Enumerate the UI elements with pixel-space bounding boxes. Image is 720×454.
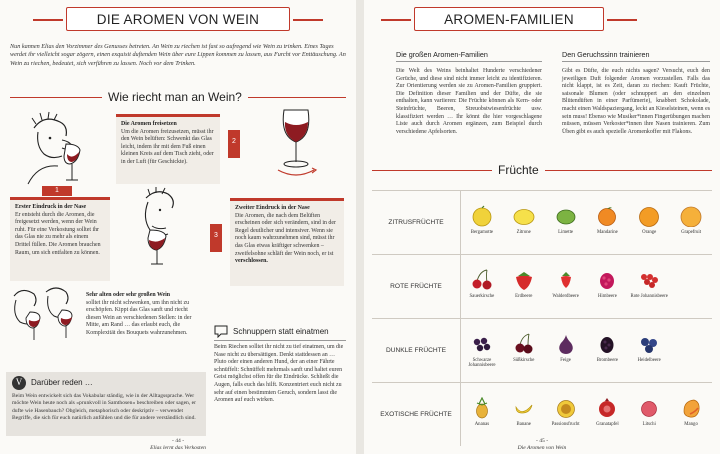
section-heading [10,90,346,104]
box-first-text: Er entsteht durch die Aromen, die freigesetzt werden, wenn der Wein ruht. Für eine Verkostung solltet ihr das Glas nie zu mehr als einem Drittel füllen. Die Aromen brauchen Raum, um sich entfalten zu können. [15,211,101,256]
grapefruit-icon [680,205,702,227]
box-aromen-text: Um die Aromen freizusetzen, müsst ihr den Wein belüften: Schwenkt das Glas leicht, indem ihr mit dem Fuß einen kleinen Kreis auf dem Tisch zieht, oder in der Luft (für Geschickte). [121,128,214,165]
fruit-cell [545,319,587,382]
right-page [364,0,720,454]
fruit-label: Sauerkirsche [469,293,495,299]
mango-icon [680,397,702,419]
lime-icon [555,205,577,227]
row-cells [460,383,712,446]
fruit-label: Banane [516,421,531,427]
fruit-row-red [372,254,712,318]
left-page-number: - 44 - [171,438,185,444]
fruit-label: Zitrone [516,229,531,235]
fruit-cell [503,383,545,446]
fig-icon [555,333,577,355]
blueberry-icon [638,333,660,355]
fruit-label: Mango [684,421,698,427]
section-heading-text: Wie riecht man an Wein? [108,90,242,104]
fruit-label: Grapefruit [681,229,702,235]
schnuppern-text: Beim Riechen solltet ihr nicht zu tief einatmen, um die Nase nicht zu übersättigen. Denkt stattdessen an … Pluto oder einen anderen Hund, der an einer Fährte schnüffelt: Schnüffelt mehrmals sanft und haltet euren Geist möglichst offen für die Eindrücke. Schließt die Augen, falls euch das hilft. Konzentriert euch nicht zu sehr auf einen bestimmten Geruch, sondern lasst die Aromen auf euch wirken. [214,344,344,404]
intro-text: Nun kannen Elias den Vorzimmer des Genusses betreten. An Wein zu riechen ist fast so aufregend wie Wein zu trinken. Eines Tages werdet ihr vielleicht sogar zögern, einen exquisit duftenden Wein über eure Lippen kommen zu lassen, aus Furcht vor Enttäuschung. An Wein zu riechen, bedeutet, sich verführen zu lassen. Noch vor dem Trinken. [10,43,346,67]
mandarin-icon [596,205,618,227]
blackberry-icon [596,333,618,355]
col2-text: Gibt es Düfte, die euch nichts sagen? Versucht, euch den jeweiligen Duft folgender Aromen vorzustellen. Falls das nicht klappt, ist es Zeit, daran zu riechen: Kauft Früchte, saisonale Blumen (oder schnuppert an den einzelnen Blütendüften in einer Parfümerie), knabbert Schokolade, macht einen Waldspaziergang, leckt an Kieselsteinen, wenn es sein muss! Ebenso wie Musiker*innen Fingerübungen machen müssen, müssen Verkoster*innen ihre Nasen trainieren. Zum Üben gibt es auch spezielle Aromenkoffer mit Flakons. [562,68,710,135]
fruit-label: Heidelbeere [637,357,661,363]
row-label: ZITRUSFRÜCHTE [388,218,444,226]
vocabulary-badge-icon: V [12,376,26,390]
left-page [0,0,356,454]
fruit-cell [461,255,503,318]
fruit-cell [503,191,545,254]
fruit-row-dark [372,318,712,382]
row-label: DUNKLE FRÜCHTE [385,346,447,354]
fruit-label: Granatapfel [596,421,619,427]
man-sniffing-illustration [14,106,104,186]
col2-heading: Den Geruchssinn trainieren [562,50,710,62]
speech-bubble-icon [214,324,228,338]
raspberry-icon [596,269,618,291]
left-footer [0,438,356,452]
darueber-reden-text: Beim Wein entwickelt sich das Vokabular ständig, wie in der Alltagssprache. Wer möchte Wein heute noch als «prunkvoll in Samthosen» beschreiben oder sagen, er dufte wie Hasenbauch? Obgleich, metaphorisch oder deskriptiv – verwendet Begriffe, die sich für euch natürlich anfühlen und die für andere verständlich sind. [12,393,196,422]
left-page-title: DIE AROMEN VON WEIN [96,11,260,27]
left-title-banner [66,7,290,31]
fruit-cell [670,383,712,446]
schnuppern-sidebar [214,324,346,405]
lychee-icon [638,397,660,419]
fruit-cell [461,319,503,382]
fruit-label: Ananas [474,421,490,427]
fruit-label: Himbeere [597,293,617,299]
fruit-label: Rote Johannisbeere [630,293,668,299]
fruit-label: Litschi [642,421,656,427]
fruit-cell [586,319,628,382]
swirling-glass-illustration [268,104,324,176]
third-text-block [86,292,204,338]
fruit-label: Süßkirsche [513,357,535,363]
fruit-label: Bergamotte [470,229,494,235]
left-running-title: Elias lernt das Verkosten [150,445,206,451]
box-aromen-freisetzen [116,114,220,184]
fruit-row-exotic [372,382,712,446]
heading-rule-right [248,97,346,98]
fruit-label: Erdbeere [515,293,533,299]
fruit-cell [503,319,545,382]
fruit-cell [545,191,587,254]
step-tag-two: 2 [228,130,240,158]
step-tag-one: 1 [42,186,72,196]
fruit-cell [461,191,503,254]
bergamot-icon [471,205,493,227]
box-first-title: Erster Eindruck in der Nase [15,204,87,210]
darueber-reden-title: Darüber reden … [31,378,93,388]
redcurrant-icon [638,269,660,291]
fruit-cell [628,191,670,254]
third-text: solltet ihr nicht schwenken, um ihn nicht zu erschöpfen. Kippt das Glas sanft und riecht diesen Wein an verschiedenen Stellen: in der Mitte, am Rand … das erlaubt euch, die Komplexität des Bouquets wahrzunehmen. [86,299,192,336]
fruit-row-citrus [372,190,712,254]
right-title-banner [414,7,604,31]
fruits-rule-right [545,170,712,171]
right-page-number: - 45 - [535,438,549,444]
darueber-reden-box [6,372,206,436]
right-page-title: AROMEN-FAMILIEN [444,11,574,27]
fruit-cell [628,255,670,318]
fruit-cell [503,255,545,318]
two-men-sniffing-illustration [6,282,82,350]
box-second-text: Die Aromen, die nach dem Belüften erscheinen oder sich verändern, sind in der Regel deutlicher und intensiver. Wenn sie noch kaum wahrzunehmen sind, müsst ihr das Glas etwas kräftiger schwenken – zweifelsohne schläft der Wein noch, er ist [235,212,336,257]
fruits-rule-left [372,170,492,171]
fruit-cell [461,383,503,446]
fruit-cell [670,255,712,318]
fruit-label: Mandarine [597,229,618,235]
row-cells [460,255,712,318]
fruit-cell [545,255,587,318]
fruit-grid [372,190,712,446]
strawberry-icon [513,269,535,291]
darueber-reden-head [12,376,200,390]
schnuppern-title: Schnuppern statt einatmen [233,326,329,336]
box-second-title: Zweiter Eindruck in der Nase [235,205,310,211]
col1-text: Die Welt des Weins beinhaltet Hunderte verschiedener Gerüche, und diese sind nicht immer leicht zu identifizieren. Zur Orientierung werden sie zu Aromen-Familien gruppiert. Die Definition dieser Familien und der Düfte, die sie enthalten, kann variieren: Die Früchte können als Kern- oder Steinfrüchte, Beeren, Streuobstwiesenfrüchte usw. klassifiziert werden … Ihr könnt die hier vorgeschlagene Liste auch durch Aromen ergänzen, zum Beispiel durch verschiedene Apfelsorten. [396,68,542,135]
fruit-label: Passionsfrucht [551,421,580,427]
fruit-cell [586,255,628,318]
banana-icon [513,397,535,419]
row-cells [460,191,712,254]
fruit-cell [628,319,670,382]
sour-cherry-icon [471,269,493,291]
box-zweiter-eindruck [230,198,344,286]
fruits-heading-text: Früchte [498,163,539,177]
box-second-bold: verschlossen. [235,258,268,265]
passion-fruit-icon [555,397,577,419]
fruit-label: Limette [558,229,574,235]
lemon-icon [513,205,535,227]
third-title: Sehr alten oder sehr großen Wein [86,292,171,298]
pineapple-icon [471,397,493,419]
fruit-label: Schwarze Johannisbeere [468,357,496,369]
col1-heading: Die großen Aromen-Familien [396,50,542,62]
pomegranate-icon [596,397,618,419]
wild-strawberry-icon [555,269,577,291]
fruit-cell [586,191,628,254]
row-cells [460,319,712,382]
fruits-heading [372,163,712,177]
schnuppern-head [214,324,346,341]
box-aromen-title: Die Aromen freisetzen [121,121,177,127]
right-running-title: Die Aromen von Wein [517,445,567,451]
heading-rule-left [10,97,102,98]
fruit-cell [628,383,670,446]
right-footer [364,438,720,452]
fruit-cell [586,383,628,446]
blackcurrant-icon [471,333,493,355]
row-label: ROTE FRÜCHTE [390,282,442,290]
row-label: EXOTISCHE FRÜCHTE [380,410,452,418]
man-nose-in-glass-illustration [122,186,202,270]
fruit-label: Walderdbeere [552,293,579,299]
fruit-label: Brombeere [596,357,619,363]
fruit-cell [545,383,587,446]
sweet-cherry-icon [513,333,535,355]
orange-icon [638,205,660,227]
fruit-cell [670,319,712,382]
fruit-label: Feige [560,357,571,363]
fruit-cell [670,191,712,254]
box-erster-eindruck [10,197,110,281]
fruit-label: Orange [642,229,657,235]
step-tag-three: 3 [210,224,222,252]
book-gutter [356,0,364,454]
